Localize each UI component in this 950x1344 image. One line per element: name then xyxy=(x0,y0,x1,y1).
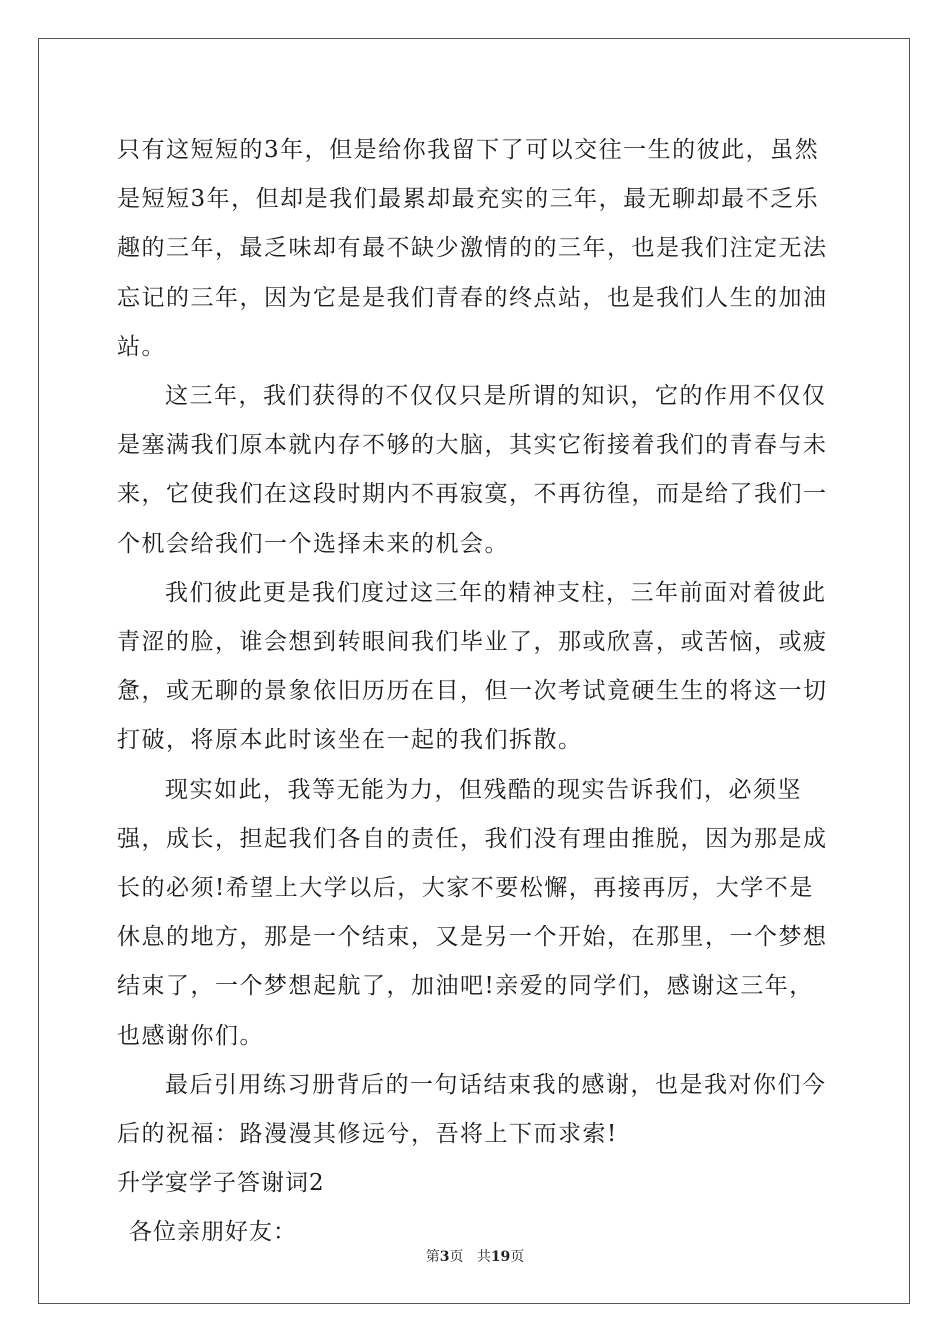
paragraph-2: 这三年，我们获得的不仅仅只是所谓的知识，它的作用不仅仅是塞满我们原本就内存不够的大脑，其实它衔接着我们的青春与未来，它使我们在这段时期内不再寂寞，不再彷徨，而是给了我们一个机会给我们一个选择未来的机会。 xyxy=(117,383,828,557)
paragraph-1: 只有这短短的3年，但是给你我留下了可以交往一生的彼此，虽然是短短3年，但却是我们最累却最充实的三年，最无聊却最不乏乐趣的三年，最乏味却有最不缺少激情的的三年，也是我们注定无法忘记的三年，因为它是是我们青春的终点站，也是我们人生的加油站。 xyxy=(117,137,828,360)
page-prefix: 第 xyxy=(425,1249,440,1265)
page-footer xyxy=(0,1246,950,1266)
section-title: 升学宴学子答谢词2 xyxy=(117,1170,325,1197)
page-suffix: 页 xyxy=(449,1249,464,1265)
total-pages: 19 xyxy=(490,1249,511,1265)
total-prefix: 共 xyxy=(476,1249,491,1265)
page-number: 3 xyxy=(439,1249,450,1265)
paragraph-4: 现实如此，我等无能为力，但残酷的现实告诉我们，必须坚强，成长，担起我们各自的责任，我们没有理由推脱，因为那是成长的必须!希望上大学以后，大家不要松懈，再接再厉，大学不是休息的地方，那是一个结束，又是另一个开始，在那里，一个梦想结束了，一个梦想起航了，加油吧!亲爱的同学们，感谢这三年，也感谢你们。 xyxy=(117,776,828,1049)
salutation: 各位亲朋好友： xyxy=(129,1219,297,1246)
paragraph-5: 最后引用练习册背后的一句话结束我的感谢，也是我对你们今后的祝福：路漫漫其修远兮，吾将上下而求索! xyxy=(117,1071,827,1148)
total-suffix: 页 xyxy=(510,1249,525,1265)
document-body xyxy=(117,126,837,1258)
paragraph-3: 我们彼此更是我们度过这三年的精神支柱，三年前面对着彼此青涩的脸，谁会想到转眼间我们毕业了，那或欣喜，或苦恼，或疲惫，或无聊的景象依旧历历在目，但一次考试竟硬生生的将这一切打破，将原本此时该坐在一起的我们拆散。 xyxy=(117,579,828,754)
